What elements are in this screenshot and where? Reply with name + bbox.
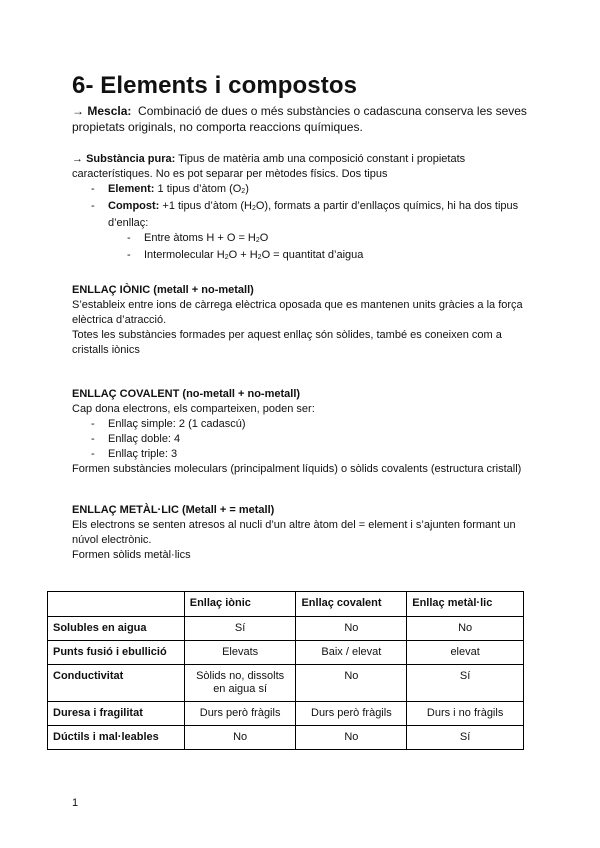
- covalent-list: [72, 417, 532, 462]
- arrow-icon: →: [72, 104, 84, 118]
- page-title: 6- Elements i compostos: [72, 72, 358, 99]
- list-item-compost: [72, 199, 532, 231]
- entre-atoms-text-end: O: [259, 232, 269, 244]
- table-cell: Durs i no fràgils: [407, 702, 524, 726]
- table-cell: Baix / elevat: [296, 641, 407, 665]
- table-cell: Sòlids no, dissolts en aigua sí: [184, 665, 296, 702]
- table-row: [48, 702, 524, 726]
- arrow-icon: →: [72, 153, 83, 165]
- page-number: 1: [72, 797, 79, 809]
- compost-text-end: O), formats a partir d’enllaços químics, hi ha dos tipus d’enllaç:: [108, 200, 519, 229]
- table-cell: Sí: [407, 665, 524, 702]
- element-label: Element:: [108, 183, 155, 195]
- metallic-paragraph-2: Formen sòlids metàl·lics: [72, 549, 191, 561]
- table-cell: No: [296, 665, 407, 702]
- ionic-section: [72, 283, 532, 358]
- list-item: - Enllaç simple: 2 (1 cadascú): [72, 417, 532, 432]
- covalent-heading: ENLLAÇ COVALENT (no-metall + no-metall): [72, 388, 301, 400]
- ionic-paragraph-1: S’estableix entre ions de càrrega elèctrica oposada que es mantenen units gràcies a la força elèctrica d’atracció.: [72, 299, 523, 326]
- intermolecular-text-mid: O + H: [228, 249, 258, 261]
- subscript: 2: [241, 188, 246, 195]
- table-cell: Sí: [407, 726, 524, 750]
- ionic-paragraph-2: Totes les substàncies formades per aquest enllaç són sòlides, també es coneixen com a cristalls iònics: [72, 329, 502, 356]
- compost-text: +1 tipus d’àtom (H: [162, 200, 252, 212]
- compost-label: Compost:: [108, 200, 160, 212]
- metallic-heading: ENLLAÇ METÀL·LIC (Metall + = metall): [72, 504, 275, 516]
- bond-properties-table: [47, 591, 524, 750]
- covalent-section: [72, 387, 532, 477]
- list-item-entre-atoms: [72, 231, 532, 248]
- table-cell: Sí: [184, 617, 296, 641]
- covalent-outro: Formen substàncies moleculars (principalment líquids) o sòlids covalents (estructura cristall): [72, 463, 522, 475]
- subscript: 2: [255, 237, 260, 244]
- table-header-cell: Enllaç metàl·lic: [407, 592, 524, 617]
- table-header-cell: Enllaç covalent: [296, 592, 407, 617]
- metallic-section: [72, 503, 532, 563]
- table-cell: Elevats: [184, 641, 296, 665]
- table-row: [48, 641, 524, 665]
- table-row-label: Dúctils i mal·leables: [48, 726, 185, 750]
- entre-atoms-text: Entre àtoms H + O = H: [144, 232, 256, 244]
- table-row-label: Duresa i fragilitat: [48, 702, 185, 726]
- substancia-text: Tipus de matèria amb una composició constant i propietats característiques. No es pot separar per mètodes físics. Dos tipus: [72, 153, 466, 180]
- substancia-types-list: [72, 182, 532, 231]
- table-cell: Durs però fràgils: [184, 702, 296, 726]
- mescla-label: Mescla:: [87, 104, 132, 118]
- ionic-heading: ENLLAÇ IÒNIC (metall + no-metall): [72, 284, 254, 296]
- element-text: 1 tipus d’àtom (O: [157, 183, 242, 195]
- intermolecular-text-end: O = quantitat d’aigua: [261, 249, 364, 261]
- subscript: 2: [257, 254, 262, 261]
- table-header-cell: Enllaç iònic: [184, 592, 296, 617]
- mescla-definition: [72, 103, 532, 135]
- list-item: - Enllaç triple: 3: [72, 447, 532, 462]
- table-cell: No: [296, 726, 407, 750]
- table-row: [48, 726, 524, 750]
- list-item-element: [72, 182, 532, 199]
- substancia-label: Substància pura:: [86, 153, 176, 165]
- table-row: [48, 617, 524, 641]
- table-row-label: Conductivitat: [48, 665, 185, 702]
- covalent-intro: Cap dona electrons, els comparteixen, poden ser:: [72, 403, 315, 415]
- table-header-cell: [48, 592, 185, 617]
- enllac-types-list: [72, 231, 532, 265]
- table-row-label: Solubles en aigua: [48, 617, 185, 641]
- substancia-pura-section: [72, 152, 532, 265]
- element-text-end: ): [245, 183, 249, 195]
- list-item-intermolecular: [72, 248, 532, 265]
- table-cell: Durs però fràgils: [296, 702, 407, 726]
- table-header-row: [48, 592, 524, 617]
- metallic-paragraph-1: Els electrons se senten atresos al nucli d’un altre àtom del = element i s’ajunten formant un núvol electrònic.: [72, 519, 516, 546]
- subscript: 2: [251, 205, 256, 212]
- table-cell: No: [407, 617, 524, 641]
- table-row: [48, 665, 524, 702]
- mescla-text: Combinació de dues o més substàncies o cadascuna conserva les seves propietats originals, no comporta reaccions químiques.: [72, 104, 527, 134]
- intermolecular-text: Intermolecular H: [144, 249, 225, 261]
- table-cell: No: [184, 726, 296, 750]
- table-cell: elevat: [407, 641, 524, 665]
- table-cell: No: [296, 617, 407, 641]
- table-row-label: Punts fusió i ebullició: [48, 641, 185, 665]
- list-item: - Enllaç doble: 4: [72, 432, 532, 447]
- subscript: 2: [224, 254, 229, 261]
